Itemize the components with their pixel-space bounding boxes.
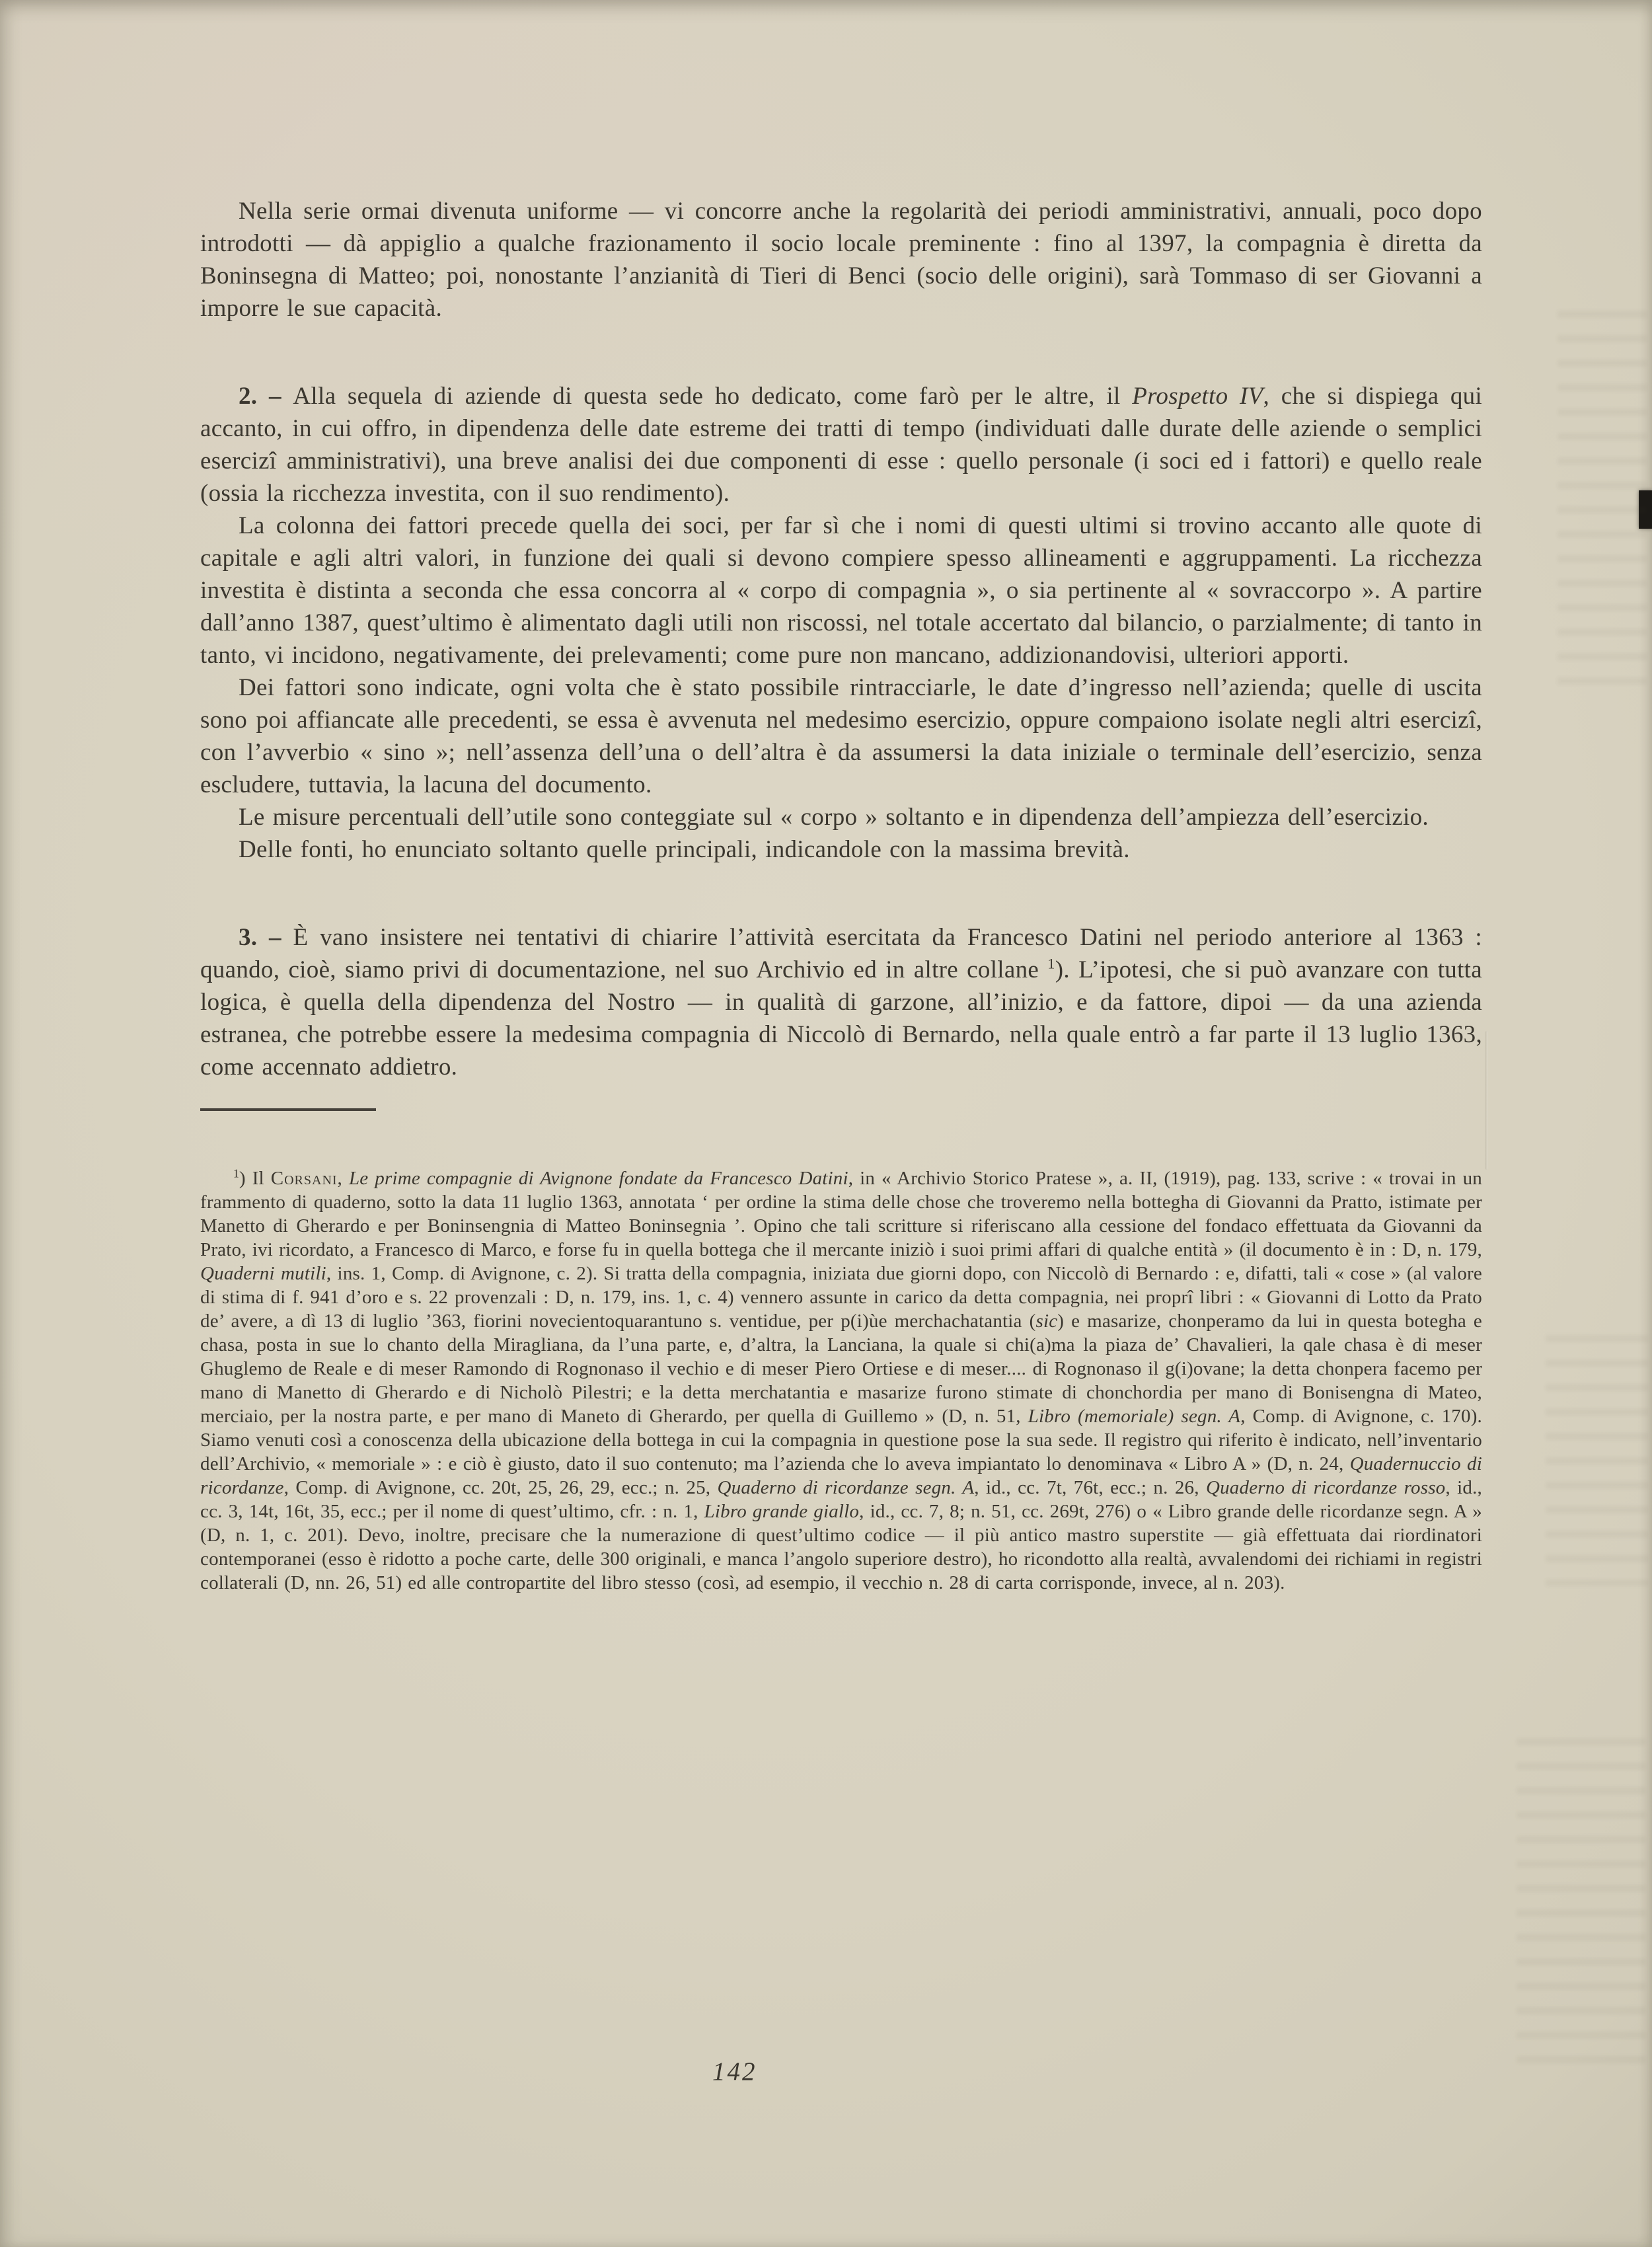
text-segment: , ins. 1, Comp. di Avignone, c. 2). Si tratta della compagnia, iniziata due giorni dopo, con Niccolò di Bernardo : e, difatti, tali « cose » (al valore di stima di f. 941 d’oro e s. 22 provenzali : D, n. 179, ins. 1, c. 4) vennero assunte in carico da detta compagnia, nei proprî libri : « Giovanni di Lotto da Prato de’ avere, a dì 13 di luglio ’363, fiorini novecientoquarantuno s. ventidue, per p(i)ùe merchachatantia ( <box>200 1263 1482 1332</box>
paragraph <box>200 801 1482 833</box>
text-segment: ) Il <box>239 1168 271 1189</box>
paragraph <box>200 671 1482 801</box>
text-segment: , in « Archivio Storico Pratese », a. II, (1919), pag. 133, scrive : « trovai in un frammento di quaderno, sotto la data 11 luglio 1363, annotata ‘ per ordine la stima delle chose che troveremo nella bottegha di Giovanni da Pratto, istimate per Manetto di Gherardo e per Boninsengnia di Matteo Boninsegnia ’. Opino che tali scritture si riferiscano alla cessione del fondaco effettuata da Giovanni da Prato, ivi ricordato, a Francesco di Marco, e forse fu in quella bottega che il mercante iniziò i suoi primi affari di qualche entità » (il documento è in : D, n. 179, <box>200 1168 1483 1260</box>
paragraph <box>200 510 1482 671</box>
showthrough-artifact <box>1558 311 1647 694</box>
text-segment: Quaderno di ricordanze segn. A <box>717 1477 975 1498</box>
text-segment: , Comp. di Avignone, c. 170). Siamo venuti così a conoscenza della ubicazione della bottega in cui la compagnia in questione pose la sua sede. Il registro qui riferito è indicato, nell’inventario dell’Archivio, « memoriale » : e ciò è giusto, dato il suo contenuto; ma l’azienda che lo aveva impiantato lo denominava « Libro A » (D, n. 24, <box>200 1406 1482 1474</box>
text-segment: Quadernuccio di ricordanze <box>200 1453 1482 1498</box>
text-segment: Libro (memoriale) segn. A <box>1028 1406 1241 1427</box>
text-segment: , id., cc. 7t, 76t, ecc.; n. 26, <box>974 1477 1206 1498</box>
showthrough-artifact <box>1546 1335 1648 1586</box>
paper-crease <box>1485 1031 1488 1170</box>
page-number: 142 <box>712 2057 757 2086</box>
text-segment: Corsani <box>270 1168 338 1189</box>
paragraph <box>200 195 1482 324</box>
text-segment: È vano insistere nei tentativi di chiarire l’attività esercitata da Francesco Datini nel periodo anteriore al 1363 : quando, cioè, siamo privi di documentazione, nel suo Archivio ed in altre collane <box>200 924 1483 983</box>
text-segment: , id., cc. 3, 14t, 16t, 35, ecc.; per il nome di quest’ultimo, cfr. : n. 1, <box>200 1477 1482 1522</box>
text-segment: 3. – <box>239 924 293 951</box>
text-segment: Le prime compagnie di Avignone fondate da Francesco Datini <box>348 1168 848 1189</box>
text-segment: ) e masarize, chonperamo da lui in questa botegha e chasa, posta in sue lo chanto della Miragliana, da l’una parte, e, d’altra, la Lanciana, la quale si chi(a)ma la piaza de’ Chavalieri, la qale chasa è di meser Ghuglemo de Reale e di meser Ramondo di Rognonaso il vechio e di meser Piero Ortiese e di meser.... di Rognonaso il g(i)ovane; la detta chonpera facemo per mano di Manetto di Gherardo e di Nicholò Pilestri; e la detta merchatantia e masarize furono stimate di chonchordia per mano di Bonisengna di Mateo, merciaio, per la nostra parte, e per mano di Maneto di Gherardo, per quella di Guillemo » (D, n. 51, <box>200 1311 1482 1427</box>
text-segment: sic <box>1035 1311 1058 1332</box>
text-segment: 2. – <box>239 383 293 410</box>
text-segment: , id., cc. 7, 8; n. 51, cc. 269t, 276) o « Libro grande delle ricordanze segn. A » (D, n. 1, c. 201). Devo, inoltre, precisare che la numerazione di quest’ultimo codice — il più antico mastro superstite — già effettuata dai riordinatori contemporanei (esso è ridotto a poche carte, delle 300 originali, e manca l’angolo superiore destro), ho ricondotto alla realtà, avvalendomi dei richiami in registri collaterali (D, nn. 26, 51) ed alle contropartite del libro stesso (così, ad esempio, il vecchio n. 28 di carta corrisponde, invece, al n. 203). <box>200 1501 1482 1593</box>
footnote-paragraph <box>200 1166 1482 1595</box>
footnote-reference: 1 <box>1047 955 1055 972</box>
text-segment: Dei fattori sono indicate, ogni volta che è stato possibile rintracciarle, le date d’ingresso nell’azienda; quelle di uscita sono poi affiancate alle precedenti, se essa è avvenuta nel medesimo esercizio, oppure compaiono isolate negli altri esercizî, con l’avverbio « sino »; nell’assenza dell’una o dell’altra è da assumersi la data iniziale o terminale dell’esercizio, senza escludere, tuttavia, la lacuna del documento. <box>200 674 1482 798</box>
text-segment: Quaderno di ricordanze rosso <box>1205 1477 1446 1498</box>
paragraph <box>200 833 1482 866</box>
showthrough-artifact <box>1517 1738 1645 2069</box>
text-segment: Prospetto IV <box>1132 383 1263 410</box>
text-segment: , <box>337 1168 349 1189</box>
footnote-text <box>200 1166 1482 1595</box>
text-segment: , Comp. di Avignone, cc. 20t, 25, 26, 29, ecc.; n. 25, <box>283 1477 718 1498</box>
body-text <box>200 195 1482 1083</box>
text-segment: Libro grande giallo <box>704 1501 860 1522</box>
text-segment: ). L’ipotesi, che si può avanzare con tutta logica, è quella della dipendenza del Nostro — in qualità di garzone, all’inizio, e da fattore, dipoi — da una azienda estranea, che potrebbe essere la medesima compagnia di Niccolò di Bernardo, nella quale entrò a far parte il 13 luglio 1363, come accennato addietro. <box>200 956 1482 1081</box>
text-segment: La colonna dei fattori precede quella dei soci, per far sì che i nomi di questi ultimi si trovino accanto alle quote di capitale e agli altri valori, in funzione dei quali si devono compiere spesso allineamenti e aggruppamenti. La ricchezza investita è distinta a seconda che essa concorra al « corpo di compagnia », o sia pertinente al « sovraccorpo ». A partire dall’anno 1387, quest’ultimo è alimentato dagli utili non riscossi, nel totale accertato dal bilancio, o parzialmente; di tanto in tanto, vi incidono, negativamente, dei prelevamenti; come pure non mancano, addizionandovisi, ulteriori apporti. <box>200 512 1482 669</box>
text-segment: , che si dispiega qui accanto, in cui offro, in dipendenza delle date estreme dei tratti di tempo (individuati dalle durate delle aziende o semplici esercizî amministrativi), una breve analisi dei due componenti di esse : quello personale (i soci ed i fattori) e quello reale (ossia la ricchezza investita, con il suo rendimento). <box>200 383 1483 507</box>
paragraph <box>200 921 1482 1083</box>
paragraph <box>200 380 1482 510</box>
text-segment: Delle fonti, ho enunciato soltanto quelle principali, indicandole con la massima brevità. <box>239 836 1130 863</box>
text-segment: Nella serie ormai divenuta uniforme — vi concorre anche la regolarità dei periodi amministrativi, annuali, poco dopo introdotti — dà appiglio a qualche frazionamento il socio locale preminente : fino al 1397, la compagnia è diretta da Boninsegna di Matteo; poi, nonostante l’anzianità di Tieri di Benci (socio delle origini), sarà Tommaso di ser Giovanni a imporre le sue capacità. <box>200 198 1482 322</box>
text-block <box>200 195 1482 1595</box>
text-segment: Quaderni mutili <box>200 1263 326 1284</box>
footnote-separator <box>200 1108 376 1111</box>
text-segment: Le misure percentuali dell’utile sono conteggiate sul « corpo » soltanto e in dipendenza dell’ampiezza dell’esercizio. <box>239 804 1429 831</box>
text-segment: Alla sequela di aziende di questa sede ho dedicato, come farò per le altre, il <box>293 383 1133 410</box>
footnote-reference: 1 <box>233 1166 239 1180</box>
